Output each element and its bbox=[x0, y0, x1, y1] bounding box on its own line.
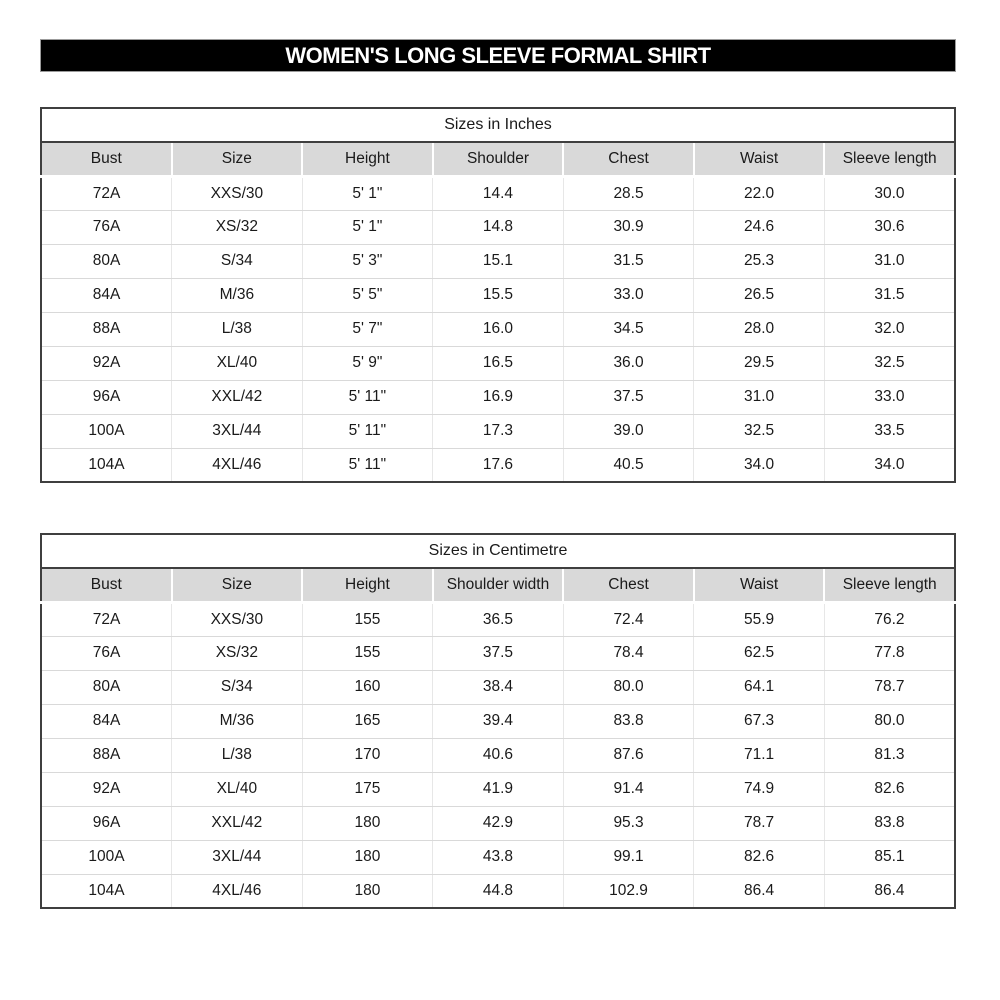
table-sizes-in-inches bbox=[40, 107, 956, 483]
cell: 32.5 bbox=[694, 414, 825, 448]
table-row bbox=[41, 840, 955, 874]
cell: 180 bbox=[302, 806, 433, 840]
size-table bbox=[40, 107, 956, 483]
table-title-row bbox=[41, 108, 955, 142]
cell: 165 bbox=[302, 704, 433, 738]
cell: 30.9 bbox=[563, 210, 694, 244]
cell: 80A bbox=[41, 244, 172, 278]
product-title-banner bbox=[40, 39, 956, 72]
cell: 32.5 bbox=[824, 346, 955, 380]
cell: 36.5 bbox=[433, 602, 564, 636]
table-row bbox=[41, 806, 955, 840]
cell: 55.9 bbox=[694, 602, 825, 636]
cell: 14.4 bbox=[433, 176, 564, 210]
column-header: Size bbox=[172, 568, 303, 602]
table-row bbox=[41, 602, 955, 636]
column-header: Sleeve length bbox=[824, 142, 955, 176]
cell: 87.6 bbox=[563, 738, 694, 772]
cell: 32.0 bbox=[824, 312, 955, 346]
cell: 3XL/44 bbox=[172, 840, 303, 874]
cell: 72A bbox=[41, 602, 172, 636]
cell: 175 bbox=[302, 772, 433, 806]
cell: 83.8 bbox=[563, 704, 694, 738]
cell: XL/40 bbox=[172, 772, 303, 806]
cell: 80.0 bbox=[563, 670, 694, 704]
cell: S/34 bbox=[172, 670, 303, 704]
cell: 86.4 bbox=[824, 874, 955, 908]
cell: 37.5 bbox=[433, 636, 564, 670]
cell: 14.8 bbox=[433, 210, 564, 244]
cell: 31.0 bbox=[694, 380, 825, 414]
cell: 16.9 bbox=[433, 380, 564, 414]
cell: 43.8 bbox=[433, 840, 564, 874]
cell: XXS/30 bbox=[172, 602, 303, 636]
cell: 15.5 bbox=[433, 278, 564, 312]
cell: 100A bbox=[41, 414, 172, 448]
cell: 67.3 bbox=[694, 704, 825, 738]
table-row bbox=[41, 380, 955, 414]
cell: S/34 bbox=[172, 244, 303, 278]
cell: 42.9 bbox=[433, 806, 564, 840]
cell: 78.7 bbox=[824, 670, 955, 704]
cell: 88A bbox=[41, 312, 172, 346]
cell: 92A bbox=[41, 772, 172, 806]
table-row bbox=[41, 636, 955, 670]
cell: 38.4 bbox=[433, 670, 564, 704]
cell: 76A bbox=[41, 636, 172, 670]
table-row bbox=[41, 772, 955, 806]
cell: 85.1 bbox=[824, 840, 955, 874]
cell: 31.5 bbox=[563, 244, 694, 278]
column-header: Size bbox=[172, 142, 303, 176]
column-header: Height bbox=[302, 568, 433, 602]
cell: 155 bbox=[302, 602, 433, 636]
cell: 88A bbox=[41, 738, 172, 772]
cell: 82.6 bbox=[694, 840, 825, 874]
table-row bbox=[41, 448, 955, 482]
table-title: Sizes in Inches bbox=[41, 108, 955, 142]
cell: 83.8 bbox=[824, 806, 955, 840]
column-header: Height bbox=[302, 142, 433, 176]
table-row bbox=[41, 738, 955, 772]
cell: XXL/42 bbox=[172, 806, 303, 840]
cell: 26.5 bbox=[694, 278, 825, 312]
cell: 104A bbox=[41, 448, 172, 482]
column-header: Chest bbox=[563, 568, 694, 602]
cell: 31.0 bbox=[824, 244, 955, 278]
cell: 17.6 bbox=[433, 448, 564, 482]
cell: 44.8 bbox=[433, 874, 564, 908]
cell: 155 bbox=[302, 636, 433, 670]
cell: XS/32 bbox=[172, 210, 303, 244]
table-title: Sizes in Centimetre bbox=[41, 534, 955, 568]
cell: 82.6 bbox=[824, 772, 955, 806]
column-header: Waist bbox=[694, 142, 825, 176]
cell: 34.0 bbox=[694, 448, 825, 482]
cell: 41.9 bbox=[433, 772, 564, 806]
cell: 95.3 bbox=[563, 806, 694, 840]
column-header: Waist bbox=[694, 568, 825, 602]
cell: 180 bbox=[302, 874, 433, 908]
cell: 5' 5" bbox=[302, 278, 433, 312]
table-row bbox=[41, 414, 955, 448]
cell: 170 bbox=[302, 738, 433, 772]
cell: 39.0 bbox=[563, 414, 694, 448]
cell: 5' 11" bbox=[302, 380, 433, 414]
cell: 76A bbox=[41, 210, 172, 244]
cell: 36.0 bbox=[563, 346, 694, 380]
cell: XS/32 bbox=[172, 636, 303, 670]
cell: 5' 1" bbox=[302, 210, 433, 244]
cell: 71.1 bbox=[694, 738, 825, 772]
cell: 99.1 bbox=[563, 840, 694, 874]
table-row bbox=[41, 346, 955, 380]
cell: 64.1 bbox=[694, 670, 825, 704]
table-row bbox=[41, 278, 955, 312]
column-header: Sleeve length bbox=[824, 568, 955, 602]
column-header: Bust bbox=[41, 142, 172, 176]
cell: 72A bbox=[41, 176, 172, 210]
cell: 4XL/46 bbox=[172, 448, 303, 482]
cell: 40.5 bbox=[563, 448, 694, 482]
cell: M/36 bbox=[172, 278, 303, 312]
cell: 5' 11" bbox=[302, 414, 433, 448]
cell: 77.8 bbox=[824, 636, 955, 670]
cell: 3XL/44 bbox=[172, 414, 303, 448]
column-header-row bbox=[41, 142, 955, 176]
table-row bbox=[41, 704, 955, 738]
cell: 39.4 bbox=[433, 704, 564, 738]
cell: 16.0 bbox=[433, 312, 564, 346]
cell: XL/40 bbox=[172, 346, 303, 380]
size-table bbox=[40, 533, 956, 909]
table-row bbox=[41, 312, 955, 346]
cell: 33.0 bbox=[563, 278, 694, 312]
table-row bbox=[41, 176, 955, 210]
cell: 76.2 bbox=[824, 602, 955, 636]
cell: 34.0 bbox=[824, 448, 955, 482]
cell: 96A bbox=[41, 380, 172, 414]
cell: 96A bbox=[41, 806, 172, 840]
table-row bbox=[41, 874, 955, 908]
cell: 91.4 bbox=[563, 772, 694, 806]
table-row bbox=[41, 210, 955, 244]
table-row bbox=[41, 244, 955, 278]
cell: L/38 bbox=[172, 738, 303, 772]
cell: 28.0 bbox=[694, 312, 825, 346]
cell: 74.9 bbox=[694, 772, 825, 806]
cell: 81.3 bbox=[824, 738, 955, 772]
cell: 28.5 bbox=[563, 176, 694, 210]
cell: 33.0 bbox=[824, 380, 955, 414]
cell: 5' 7" bbox=[302, 312, 433, 346]
cell: 78.4 bbox=[563, 636, 694, 670]
cell: 72.4 bbox=[563, 602, 694, 636]
cell: XXS/30 bbox=[172, 176, 303, 210]
cell: 30.6 bbox=[824, 210, 955, 244]
product-title: WOMEN'S LONG SLEEVE FORMAL SHIRT bbox=[285, 42, 711, 68]
cell: 84A bbox=[41, 704, 172, 738]
cell: 100A bbox=[41, 840, 172, 874]
cell: 86.4 bbox=[694, 874, 825, 908]
cell: M/36 bbox=[172, 704, 303, 738]
cell: 17.3 bbox=[433, 414, 564, 448]
cell: L/38 bbox=[172, 312, 303, 346]
cell: 84A bbox=[41, 278, 172, 312]
cell: 22.0 bbox=[694, 176, 825, 210]
cell: 102.9 bbox=[563, 874, 694, 908]
table-row bbox=[41, 670, 955, 704]
cell: 80A bbox=[41, 670, 172, 704]
column-header: Chest bbox=[563, 142, 694, 176]
cell: 5' 11" bbox=[302, 448, 433, 482]
cell: 78.7 bbox=[694, 806, 825, 840]
cell: 5' 9" bbox=[302, 346, 433, 380]
cell: 92A bbox=[41, 346, 172, 380]
column-header: Shoulder bbox=[433, 142, 564, 176]
cell: 33.5 bbox=[824, 414, 955, 448]
cell: 30.0 bbox=[824, 176, 955, 210]
cell: 160 bbox=[302, 670, 433, 704]
column-header: Shoulder width bbox=[433, 568, 564, 602]
cell: 15.1 bbox=[433, 244, 564, 278]
cell: 80.0 bbox=[824, 704, 955, 738]
cell: 5' 3" bbox=[302, 244, 433, 278]
cell: 31.5 bbox=[824, 278, 955, 312]
table-sizes-in-centimetre bbox=[40, 533, 956, 909]
column-header: Bust bbox=[41, 568, 172, 602]
cell: 25.3 bbox=[694, 244, 825, 278]
cell: XXL/42 bbox=[172, 380, 303, 414]
cell: 40.6 bbox=[433, 738, 564, 772]
cell: 104A bbox=[41, 874, 172, 908]
cell: 29.5 bbox=[694, 346, 825, 380]
cell: 16.5 bbox=[433, 346, 564, 380]
cell: 180 bbox=[302, 840, 433, 874]
cell: 34.5 bbox=[563, 312, 694, 346]
cell: 24.6 bbox=[694, 210, 825, 244]
column-header-row bbox=[41, 568, 955, 602]
cell: 4XL/46 bbox=[172, 874, 303, 908]
cell: 62.5 bbox=[694, 636, 825, 670]
cell: 5' 1" bbox=[302, 176, 433, 210]
cell: 37.5 bbox=[563, 380, 694, 414]
table-title-row bbox=[41, 534, 955, 568]
